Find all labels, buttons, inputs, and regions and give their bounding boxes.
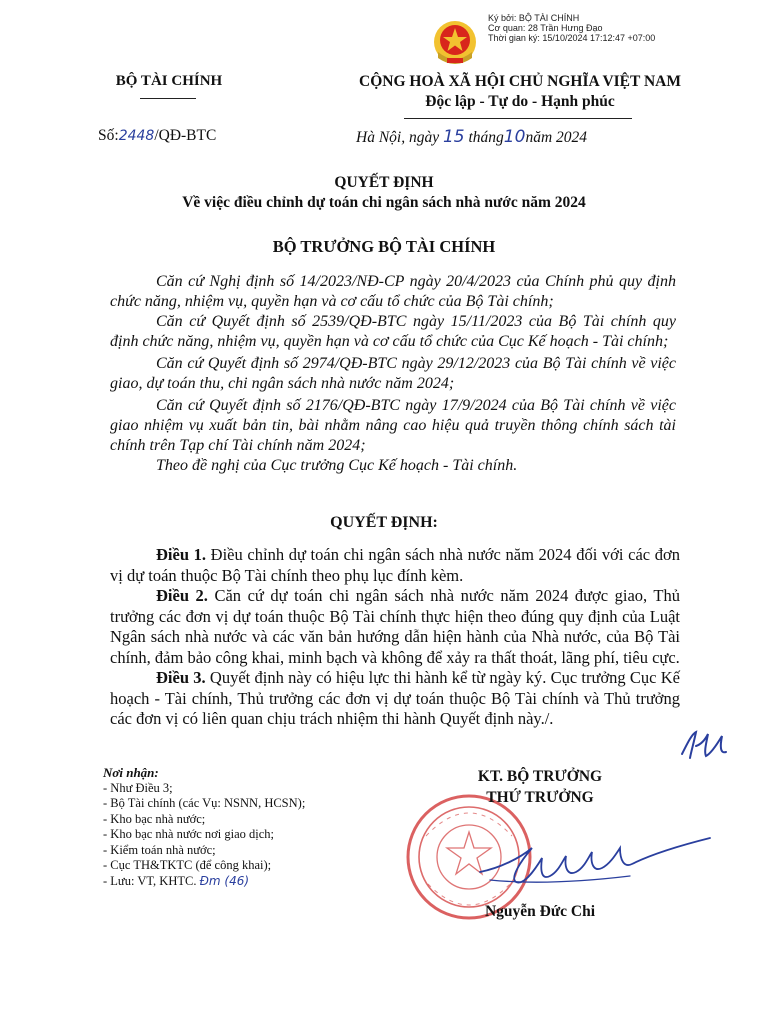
recipients-heading: Nơi nhận: xyxy=(103,765,159,780)
recipient-item: - Kho bạc nhà nước nơi giao dịch; xyxy=(103,827,274,841)
signer-name: Nguyễn Đức Chi xyxy=(484,903,596,920)
preamble-item: Theo đề nghị của Cục trưởng Cục Kế hoạch - Tài chính. xyxy=(156,457,518,474)
preamble-item: Căn cứ Quyết định số 2974/QĐ-BTC ngày 29/12/2023 của Bộ Tài chính về việc giao, dự toán thu, chi ngân sách nhà nước năm 2024; xyxy=(110,355,676,392)
country-name: CỘNG HOÀ XÃ HỘI CHỦ NGHĨA VIỆT NAM xyxy=(359,73,681,90)
article-1 xyxy=(110,545,680,586)
article-text: Căn cứ dự toán chi ngân sách nhà nước năm 2024 được giao, Thủ trưởng các đơn vị dự toán thuộc Bộ Tài chính thực hiện theo đúng quy định của Luật Ngân sách nhà nước và các văn bản hướng dẫn hiện hành của Nhà nước, của Bộ Tài chính, đảm bảo công khai, minh bạch và không để xảy ra thất thoát, lãng phí, tiêu cực. xyxy=(110,586,680,667)
recipient-item xyxy=(103,874,305,890)
recipient-item: - Bộ Tài chính (các Vụ: NSNN, HCSN); xyxy=(103,796,306,810)
place-and-date xyxy=(356,127,587,147)
recipient-item: - Kiểm toán nhà nước; xyxy=(103,842,216,857)
handwritten-archive-note: Đm (46) xyxy=(199,873,250,888)
document-title: QUYẾT ĐỊNH xyxy=(334,174,434,191)
minister-heading: BỘ TRƯỞNG BỘ TÀI CHÍNH xyxy=(272,237,496,256)
article-text: Quyết định này có hiệu lực thi hành kể từ ngày ký. Cục trưởng Cục Kế hoạch - Tài chính, Thủ trưởng các đơn vị dự toán thuộc Bộ Tài chính và Thủ trưởng các đơn vị có liên quan chịu trách nhiệm thi hành Quyết định này./. xyxy=(110,668,681,728)
signing-time: Thời gian ký: 15/10/2024 17:12:47 +07:00 xyxy=(488,33,656,43)
article-label: Điều 2. xyxy=(156,586,208,605)
preamble-item: Căn cứ Nghị định số 14/2023/NĐ-CP ngày 20/4/2023 của Chính phủ quy định chức năng, nhiệm vụ, quyền hạn và cơ cấu tổ chức của Bộ Tài chính; xyxy=(110,273,676,310)
issuing-agency: BỘ TÀI CHÍNH xyxy=(115,73,223,89)
recipient-item: - Cục TH&TKTC (để công khai); xyxy=(103,858,272,872)
doc-no-prefix: Số: xyxy=(98,127,119,144)
document-number xyxy=(98,127,216,145)
article-2 xyxy=(110,586,680,668)
year-part: năm 2024 xyxy=(525,129,588,146)
signature-line-2: THỨ TRƯỞNG xyxy=(486,789,594,806)
preamble-item: Căn cứ Quyết định số 2176/QĐ-BTC ngày 17/9/2024 của Bộ Tài chính về việc giao nhiệm vụ xuất bản tin, bài nhằm nâng cao hiệu quả truyền thông chính sách tài chính trên Tạp chí Tài chính năm 2024; xyxy=(110,397,676,454)
doc-no-handwritten: 2448 xyxy=(118,128,155,144)
day-handwritten: 15 xyxy=(442,127,465,147)
decide-heading: QUYẾT ĐỊNH: xyxy=(330,514,438,531)
handwritten-initials-icon xyxy=(676,724,736,764)
month-word: tháng xyxy=(464,129,504,146)
handwritten-signature-icon xyxy=(470,828,720,898)
signed-by: Ký bởi: BỘ TÀI CHÍNH xyxy=(488,13,580,23)
national-emblem-icon xyxy=(430,18,480,68)
recipient-item: - Kho bạc nhà nước; xyxy=(103,811,206,826)
article-label: Điều 3. xyxy=(156,668,206,687)
articles xyxy=(110,545,680,730)
doc-no-suffix: /QĐ-BTC xyxy=(154,127,217,144)
place-date-prefix: Hà Nội, ngày xyxy=(356,129,443,146)
preamble-item: Căn cứ Quyết định số 2539/QĐ-BTC ngày 15/11/2023 của Bộ Tài chính quy định chức năng, nhiệm vụ, quyền hạn và cơ cấu tổ chức của Cục Kế hoạch - Tài chính; xyxy=(110,313,676,350)
signature-title xyxy=(430,766,650,808)
preamble xyxy=(110,272,676,476)
national-motto: Độc lập - Tự do - Hạnh phúc xyxy=(425,93,615,110)
recipients-list xyxy=(103,765,305,889)
month-handwritten: 10 xyxy=(503,127,526,147)
digital-signature-info xyxy=(488,13,655,43)
signature-line-1: KT. BỘ TRƯỞNG xyxy=(477,768,603,785)
article-3 xyxy=(110,668,680,730)
recipient-item: - Như Điều 3; xyxy=(103,780,173,795)
archive-line: - Lưu: VT, KHTC. xyxy=(103,873,197,888)
motto-underline xyxy=(404,118,632,119)
article-text: Điều chỉnh dự toán chi ngân sách nhà nước năm 2024 đối với các đơn vị dự toán thuộc Bộ Tài chính theo phụ lục đính kèm. xyxy=(110,545,680,585)
document-subtitle: Về việc điều chỉnh dự toán chi ngân sách nhà nước năm 2024 xyxy=(182,194,586,211)
article-label: Điều 1. xyxy=(156,545,207,564)
signing-agency: Cơ quan: 28 Trần Hưng Đạo xyxy=(488,23,603,33)
agency-underline xyxy=(140,98,196,99)
